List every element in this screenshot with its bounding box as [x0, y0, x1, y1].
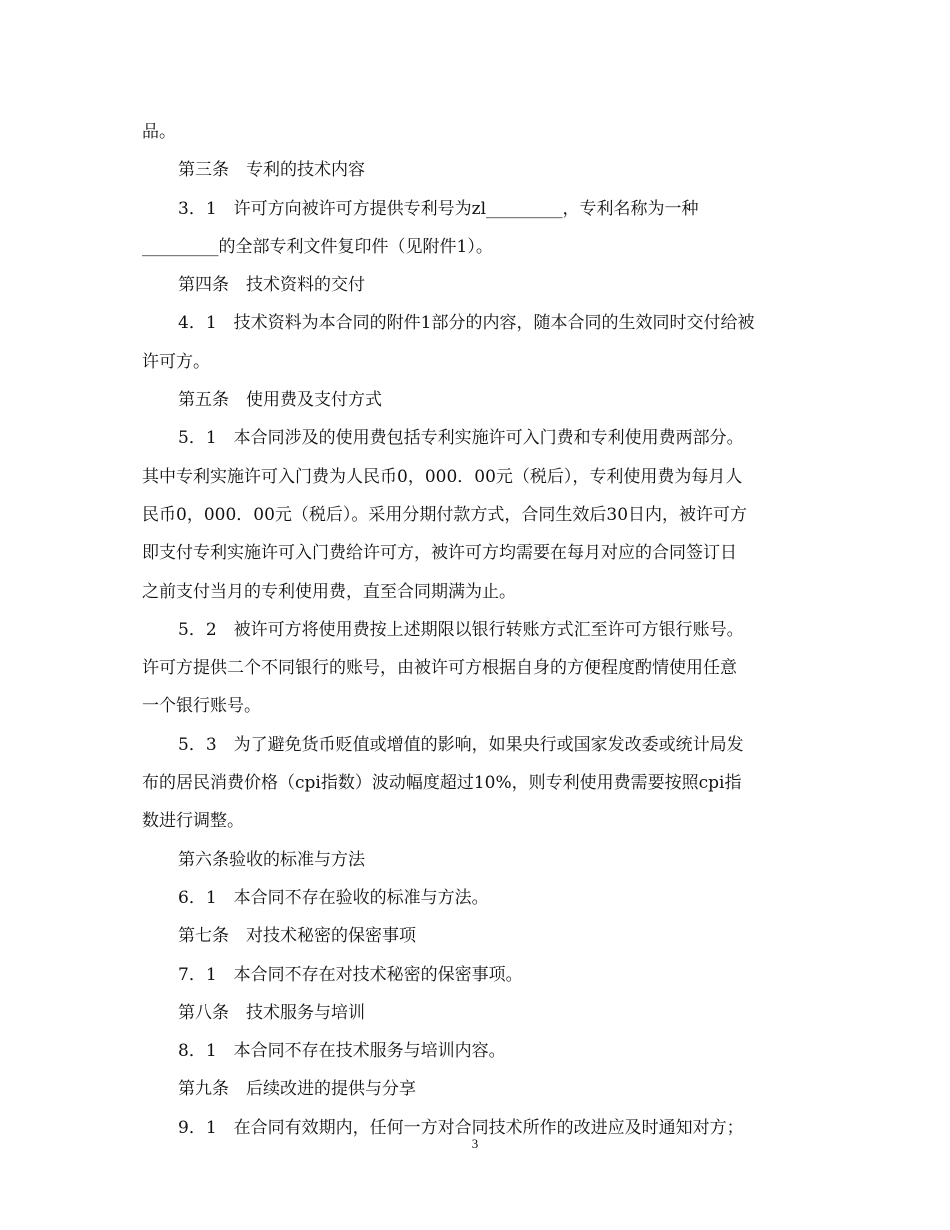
text-line: 许可方。 [142, 351, 210, 372]
text-line: 第五条 使用费及支付方式 [178, 390, 382, 411]
page-number: 3 [471, 1136, 479, 1151]
text-line: 7．1 本合同不存在对技术秘密的保密事项。 [178, 964, 523, 985]
text-line: _________的全部专利文件复印件（见附件1）。 [142, 236, 493, 257]
text-line: 其中专利实施许可入门费为人民币0，000．00元（税后），专利使用费为每月人 [142, 466, 743, 487]
text-line: 布的居民消费价格（cpi指数）波动幅度超过10%，则专利使用费需要按照cpi指 [142, 773, 742, 794]
text-line: 第三条 专利的技术内容 [178, 160, 365, 181]
text-line: 数进行调整。 [142, 811, 244, 832]
text-line: 第四条 技术资料的交付 [178, 275, 365, 296]
text-line: 3．1 许可方向被许可方提供专利号为zl_________，专利名称为一种 [178, 198, 699, 219]
text-line: 第九条 后续改进的提供与分享 [178, 1079, 416, 1100]
document-body [142, 113, 812, 1147]
text-line: 5．3 为了避免货币贬值或增值的影响，如果央行或国家发改委或统计局发 [178, 734, 744, 755]
text-line: 之前支付当月的专利使用费，直至合同期满为止。 [142, 581, 516, 602]
text-line: 6．1 本合同不存在验收的标准与方法。 [178, 887, 489, 908]
text-line: 4．1 技术资料为本合同的附件1部分的内容，随本合同的生效同时交付给被 [178, 313, 755, 334]
text-line: 一个银行账号。 [142, 696, 261, 717]
text-line: 9．1 在合同有效期内，任何一方对合同技术所作的改进应及时通知对方； [178, 1117, 744, 1138]
text-line: 5．1 本合同涉及的使用费包括专利实施许可入门费和专利使用费两部分。 [178, 428, 744, 449]
text-line: 品。 [142, 122, 176, 142]
text-line: 第八条 技术服务与培训 [178, 1002, 365, 1023]
text-line: 民币0，000．00元（税后）。采用分期付款方式，合同生效后30日内，被许可方 [142, 504, 748, 525]
text-line: 即支付专利实施许可入门费给许可方，被许可方均需要在每月对应的合同签订日 [142, 543, 737, 564]
text-line: 5．2 被许可方将使用费按上述期限以银行转账方式汇至许可方银行账号。 [178, 619, 744, 640]
text-line: 8．1 本合同不存在技术服务与培训内容。 [178, 1041, 506, 1062]
text-line: 第六条验收的标准与方法 [178, 849, 365, 870]
text-line: 第七条 对技术秘密的保密事项 [178, 926, 416, 947]
text-line: 许可方提供二个不同银行的账号，由被许可方根据自身的方便程度酌情使用任意 [142, 658, 737, 679]
